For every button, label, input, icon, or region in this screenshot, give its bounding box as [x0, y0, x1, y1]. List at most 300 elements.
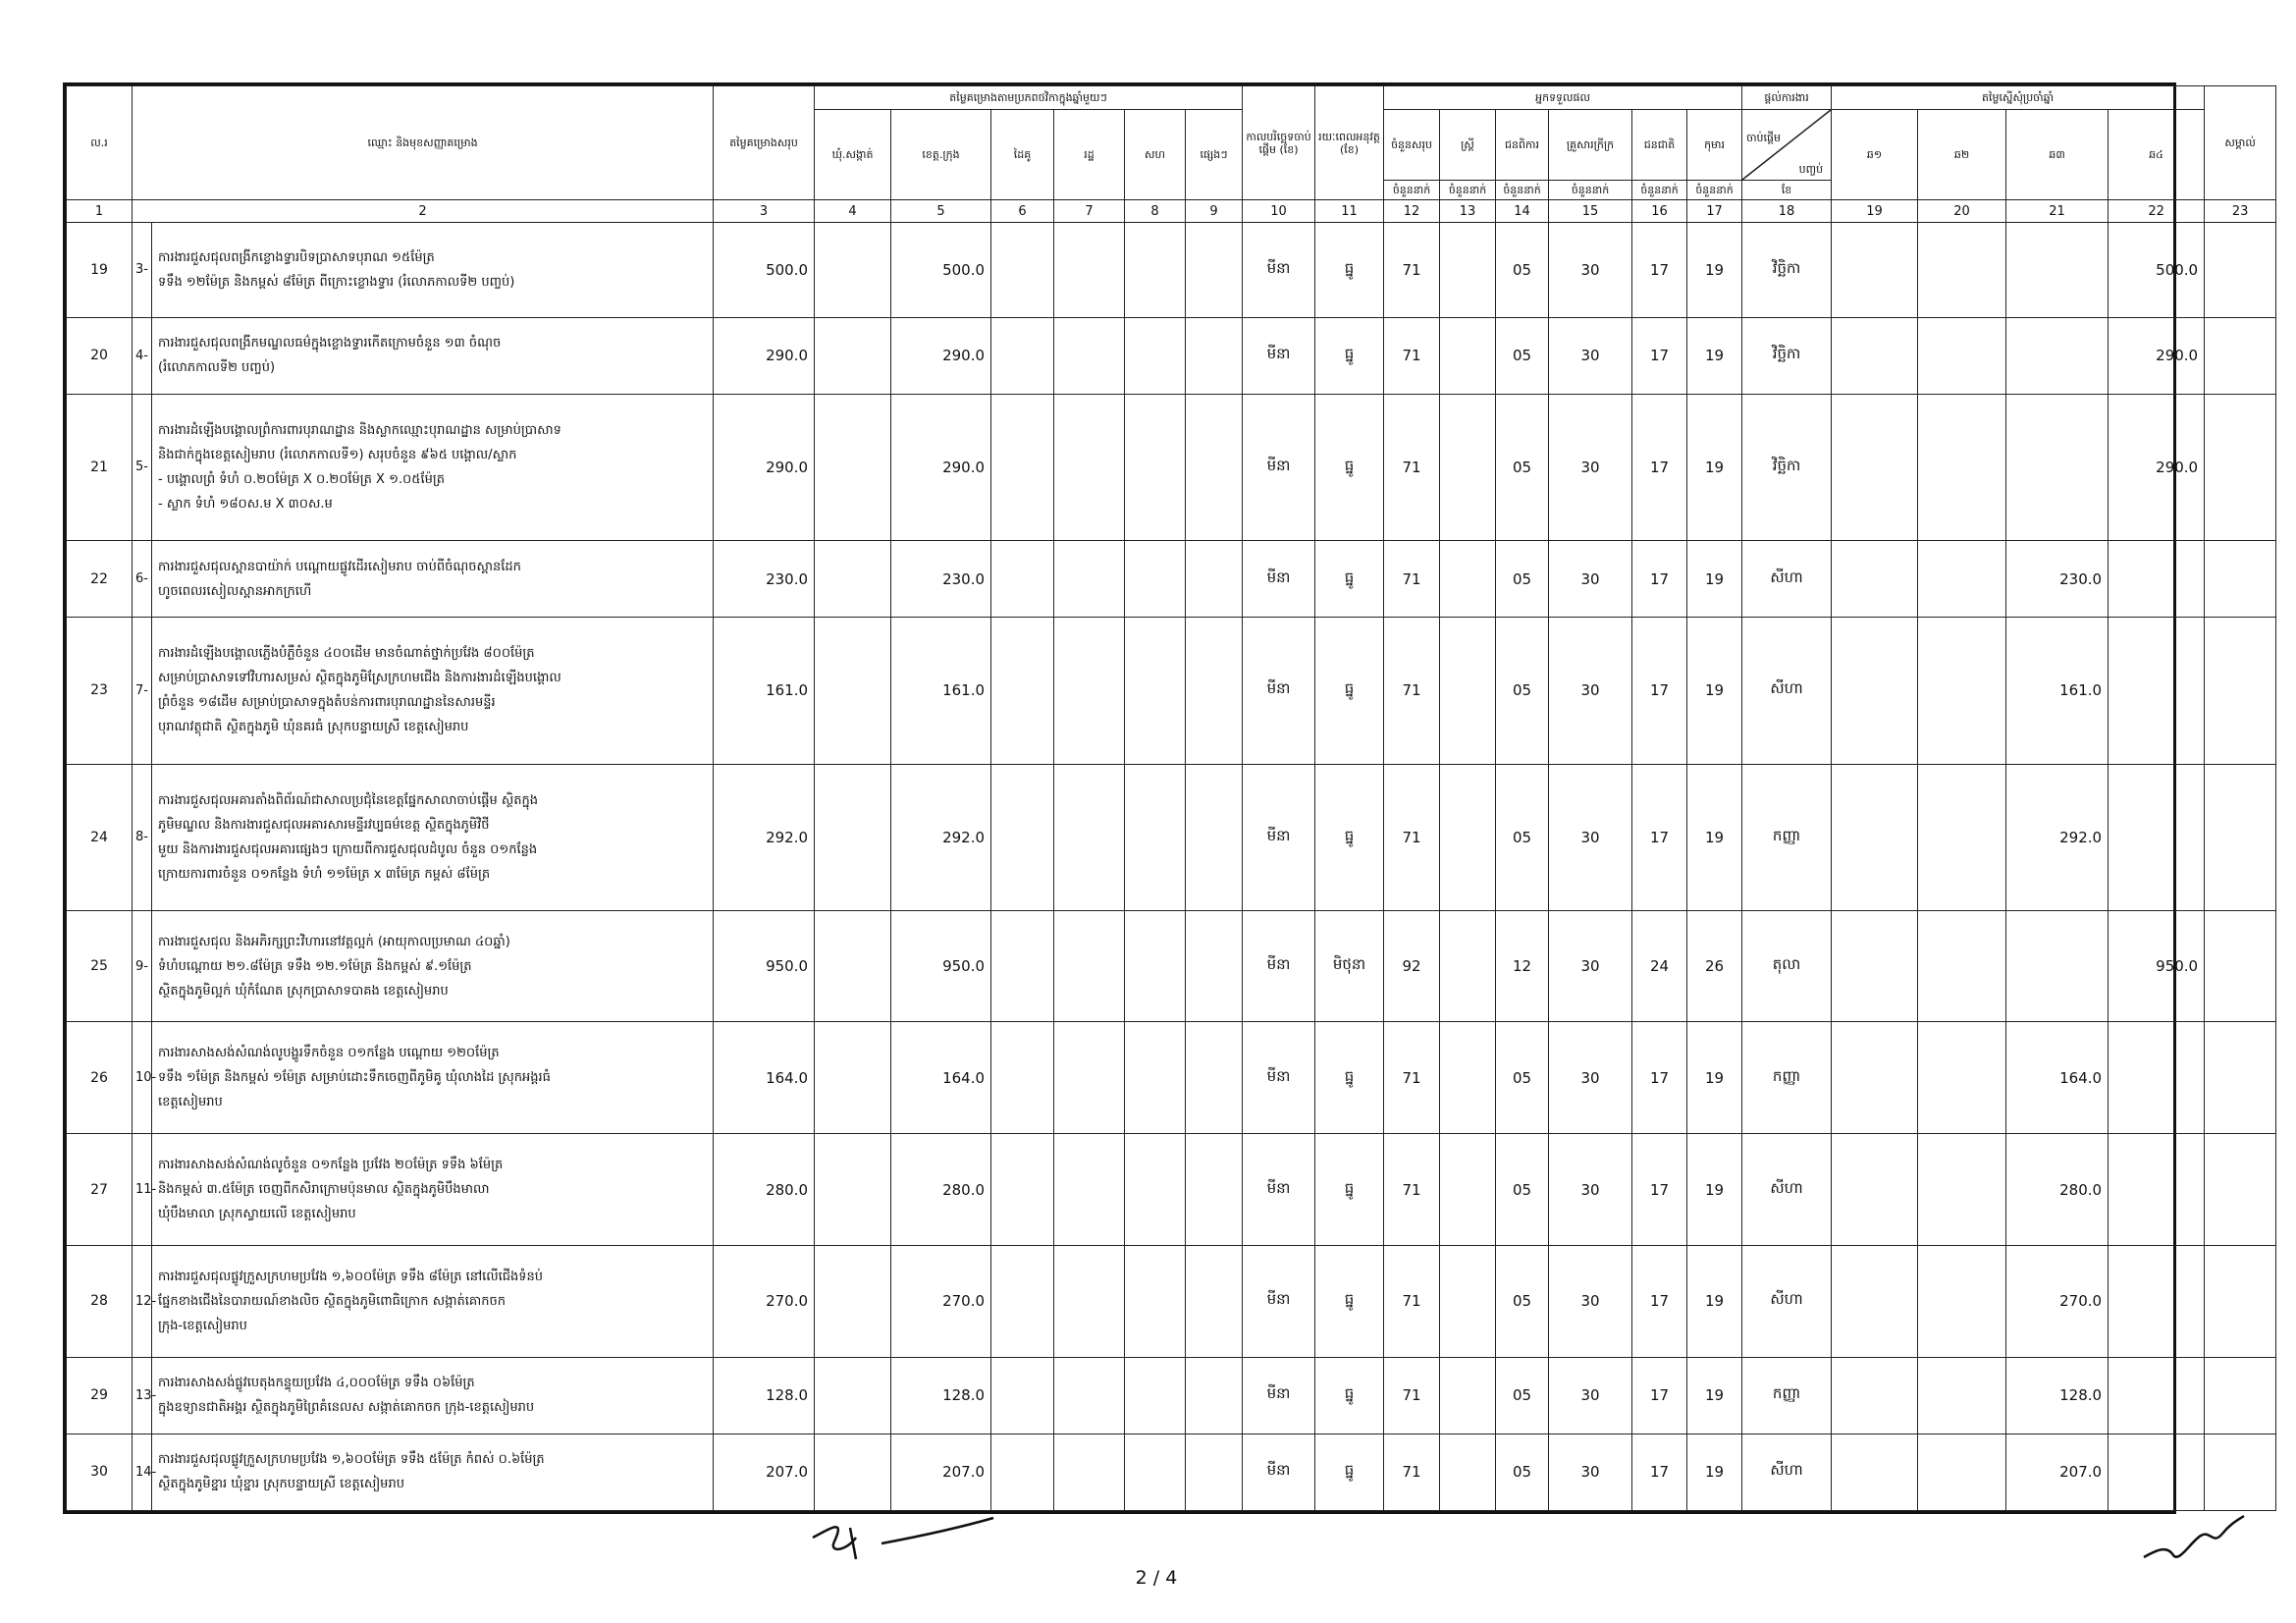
beneficiary-poor-cell: 30: [1549, 1134, 1632, 1246]
description-line: ការងារដំឡើងបង្គោលភ្លើងបំភ្លឺចំនួន ៤០០ដើម មានចំណាត់ថ្នាក់ប្រវែង ៨០០ម៉ែត្រ: [158, 646, 535, 662]
fund-other-cell: [1186, 1357, 1243, 1434]
annual-year1-cell: [1832, 1022, 1918, 1134]
row-number: 19: [67, 223, 133, 318]
end-month-cell: ធ្នូ: [1315, 394, 1384, 540]
annual-year3-cell: 207.0: [2006, 1434, 2109, 1510]
row-sub-number: 4-: [133, 317, 152, 394]
project-description: [152, 317, 714, 394]
description-line: ហូចពេលរសៀលស្ពានអាកក្រហើ: [158, 583, 312, 599]
annual-year1-cell: [1832, 1357, 1918, 1434]
beneficiary-col-header: ជនពិការ: [1496, 110, 1549, 181]
annual-year2-cell: [1918, 541, 2006, 618]
column-number: 12: [1384, 200, 1440, 223]
note-cell: [2205, 618, 2276, 764]
project-description: [152, 394, 714, 540]
annual-year4-cell: 950.0: [2109, 910, 2205, 1022]
fund-other-cell: [1186, 317, 1243, 394]
beneficiary-ethnic-cell: 17: [1632, 317, 1687, 394]
beneficiary-children-cell: 26: [1687, 910, 1742, 1022]
description-line: ឃុំបឹងមាលា ស្រុកស្វាយលើ ខេត្តសៀមរាប: [158, 1207, 356, 1221]
row-sub-number: 9-: [133, 910, 152, 1022]
beneficiary-poor-cell: 30: [1549, 1245, 1632, 1357]
annual-col-header: ឆ១: [1832, 110, 1918, 200]
delivery-month-cell: តុលា: [1742, 910, 1832, 1022]
end-month-cell: ធ្នូ: [1315, 1434, 1384, 1510]
project-description: [152, 910, 714, 1022]
fund-col-header: ដៃគូ: [991, 110, 1054, 200]
project-rows: [67, 223, 2276, 1511]
annual-col-header: ឆ៣: [2006, 110, 2109, 200]
fund-community-cell: [1125, 618, 1186, 764]
beneficiary-disabled-cell: 05: [1496, 1134, 1549, 1246]
column-number: 4: [815, 200, 891, 223]
description-line: ទទឹង ១២ម៉ែត្រ និងកម្ពស់ ៨ម៉ែត្រ ពីក្រោះខ្លោងទ្វារ (រំលោភកាលទី២ បញ្ចប់): [158, 274, 515, 290]
beneficiary-ethnic-cell: 17: [1632, 1434, 1687, 1510]
column-number: 21: [2006, 200, 2109, 223]
beneficiary-ethnic-cell: 17: [1632, 1357, 1687, 1434]
beneficiary-disabled-cell: 05: [1496, 1357, 1549, 1434]
beneficiary-disabled-cell: 05: [1496, 317, 1549, 394]
beneficiary-ethnic-cell: 17: [1632, 618, 1687, 764]
delivery-month-cell: សីហា: [1742, 1245, 1832, 1357]
column-number: 2: [133, 200, 714, 223]
end-month-cell: ធ្នូ: [1315, 223, 1384, 318]
row-sub-number: 14-: [133, 1434, 152, 1510]
beneficiary-disabled-cell: 05: [1496, 394, 1549, 540]
beneficiary-total-cell: 71: [1384, 618, 1440, 764]
row-sub-number: 11-: [133, 1134, 152, 1246]
beneficiary-ethnic-cell: 17: [1632, 541, 1687, 618]
fund-other-cell: [1186, 541, 1243, 618]
beneficiary-poor-cell: 30: [1549, 1022, 1632, 1134]
annual-year1-cell: [1832, 1134, 1918, 1246]
description-line: ការងារដំឡើងបង្គោលព្រំការពារបុរាណដ្ឋាន និងស្លាកឈ្មោះបុរាណដ្ឋាន សម្រាប់ប្រាសាទ: [158, 422, 561, 438]
annual-year2-cell: [1918, 1245, 2006, 1357]
description-line: និងជាក់ក្នុងខេត្តសៀមរាប (រំលោភកាលទី១) សរុបចំនួន ៩៦៥ បង្គោល/ស្លាក: [158, 447, 517, 462]
annual-year1-cell: [1832, 223, 1918, 318]
beneficiary-women-cell: [1440, 910, 1496, 1022]
fund-other-cell: [1186, 618, 1243, 764]
start-month-cell: មីនា: [1243, 764, 1315, 910]
description-line: ទទឹង ១ម៉ែត្រ និងកម្ពស់ ១ម៉ែត្រ សម្រាប់ដោះទឹកចេញពីភូមិគូ ឃុំលាងដៃ ស្រុកអង្គរធំ: [158, 1070, 551, 1086]
end-month-cell: ធ្នូ: [1315, 317, 1384, 394]
description-line: ក្នុងឧទ្យានជាតិអង្គរ ស្ថិតក្នុងភូមិព្រៃគំនេលស សង្កាត់គោកចក ក្រុង-ខេត្តសៀមរាប: [158, 1400, 535, 1416]
unit-label: ចំនួននាក់: [1549, 181, 1632, 200]
row-sub-number: 12-: [133, 1245, 152, 1357]
annual-year3-cell: 292.0: [2006, 764, 2109, 910]
table-row: [67, 618, 2276, 764]
fund-partner-cell: [991, 394, 1054, 540]
fund-province-cell: 207.0: [891, 1434, 991, 1510]
row-number: 21: [67, 394, 133, 540]
fund-col-header: រដ្ឋ: [1054, 110, 1125, 200]
delivery-end-label: បញ្ចប់: [1798, 163, 1824, 176]
beneficiary-children-cell: 19: [1687, 1022, 1742, 1134]
beneficiary-disabled-cell: 05: [1496, 764, 1549, 910]
project-table: [66, 85, 2276, 1511]
start-month-cell: មីនា: [1243, 317, 1315, 394]
annual-group-header: តម្លៃស្នើសុំប្រចាំឆ្នាំ: [1832, 86, 2205, 110]
beneficiary-women-cell: [1440, 394, 1496, 540]
beneficiary-col-header: ស្ត្រី: [1440, 110, 1496, 181]
note-cell: [2205, 1357, 2276, 1434]
fund-community-cell: [1125, 541, 1186, 618]
fund-commune-cell: [815, 764, 891, 910]
fund-community-cell: [1125, 1434, 1186, 1510]
annual-year4-cell: [2109, 618, 2205, 764]
end-month-cell: ធ្នូ: [1315, 1134, 1384, 1246]
row-sub-number: 3-: [133, 223, 152, 318]
annual-year2-cell: [1918, 1134, 2006, 1246]
annual-year2-cell: [1918, 764, 2006, 910]
beneficiary-children-cell: 19: [1687, 223, 1742, 318]
fund-partner-cell: [991, 1434, 1054, 1510]
row-number: 26: [67, 1022, 133, 1134]
row-sub-number: 6-: [133, 541, 152, 618]
beneficiary-ethnic-cell: 17: [1632, 1022, 1687, 1134]
fund-state-cell: [1054, 1022, 1125, 1134]
beneficiary-disabled-cell: 05: [1496, 541, 1549, 618]
annual-year3-cell: 270.0: [2006, 1245, 2109, 1357]
annual-year3-cell: 128.0: [2006, 1357, 2109, 1434]
end-month-cell: ធ្នូ: [1315, 1022, 1384, 1134]
unit-label: ចំនួននាក់: [1440, 181, 1496, 200]
annual-year1-cell: [1832, 394, 1918, 540]
description-line: ព្រំចំនួន ១៨ដើម សម្រាប់ប្រាសាទក្នុងតំបន់ការពារបុរាណដ្ឋាននៃសារមន្ទីរ: [158, 695, 496, 711]
beneficiary-women-cell: [1440, 1434, 1496, 1510]
end-month-cell: ធ្នូ: [1315, 1357, 1384, 1434]
row-number: 23: [67, 618, 133, 764]
fund-partner-cell: [991, 764, 1054, 910]
column-number: 18: [1742, 200, 1832, 223]
description-line: ខេត្តសៀមរាប: [158, 1095, 223, 1110]
beneficiary-poor-cell: 30: [1549, 618, 1632, 764]
annual-year1-cell: [1832, 764, 1918, 910]
fund-state-cell: [1054, 541, 1125, 618]
beneficiary-total-cell: 71: [1384, 541, 1440, 618]
row-number: 28: [67, 1245, 133, 1357]
start-month-cell: មីនា: [1243, 1357, 1315, 1434]
annual-year2-cell: [1918, 910, 2006, 1022]
beneficiary-children-cell: 19: [1687, 541, 1742, 618]
column-number: 23: [2205, 200, 2276, 223]
column-number: 17: [1687, 200, 1742, 223]
total-cost-cell: 290.0: [714, 317, 815, 394]
beneficiary-ethnic-cell: 17: [1632, 764, 1687, 910]
column-number: 20: [1918, 200, 2006, 223]
beneficiary-disabled-cell: 05: [1496, 1022, 1549, 1134]
fund-state-cell: [1054, 910, 1125, 1022]
column-number: 3: [714, 200, 815, 223]
column-number: 9: [1186, 200, 1243, 223]
delivery-month-cell: សីហា: [1742, 541, 1832, 618]
annual-year3-cell: [2006, 317, 2109, 394]
col-start-header: កាលបរិច្ឆេទចាប់ផ្តើម (ខែ): [1243, 86, 1315, 200]
description-line: ការងារសាងសង់ផ្លូវបេតុងកន្ទុយប្រវែង ៤,០០០ម៉ែត្រ ទទឹង ០៦ម៉ែត្រ: [158, 1376, 475, 1391]
fund-partner-cell: [991, 1134, 1054, 1246]
fund-state-cell: [1054, 317, 1125, 394]
row-number: 25: [67, 910, 133, 1022]
annual-year4-cell: [2109, 541, 2205, 618]
total-cost-cell: 164.0: [714, 1022, 815, 1134]
col-duration-header: រយៈពេលអនុវត្ត (ខែ): [1315, 86, 1384, 200]
description-line: ក្រោយការពារចំនួន ០១កន្លែង ទំហំ ១១ម៉ែត្រ x ៣ម៉ែត្រ កម្ពស់ ៨ម៉ែត្រ: [158, 866, 491, 882]
beneficiary-women-cell: [1440, 317, 1496, 394]
beneficiary-total-cell: 71: [1384, 394, 1440, 540]
col-total-header: តម្លៃគម្រោងសរុប: [714, 86, 815, 200]
fund-community-cell: [1125, 1022, 1186, 1134]
annual-year4-cell: 500.0: [2109, 223, 2205, 318]
column-number: 8: [1125, 200, 1186, 223]
fund-community-cell: [1125, 317, 1186, 394]
unit-label: ចំនួននាក់: [1496, 181, 1549, 200]
note-cell: [2205, 1134, 2276, 1246]
page-number: 2 / 4: [1135, 1567, 1178, 1589]
fund-partner-cell: [991, 1357, 1054, 1434]
row-number: 29: [67, 1357, 133, 1434]
total-cost-cell: 161.0: [714, 618, 815, 764]
fund-other-cell: [1186, 394, 1243, 540]
fund-state-cell: [1054, 394, 1125, 540]
beneficiary-women-cell: [1440, 1022, 1496, 1134]
description-line: ការងារជួសជុលផ្លូវក្រួសក្រហមប្រវែង ១,៦០០ម៉ែត្រ ទទឹង ៥ម៉ែត្រ កំពស់ ០.៦ម៉ែត្រ: [158, 1452, 545, 1468]
annual-year2-cell: [1918, 317, 2006, 394]
fund-state-cell: [1054, 223, 1125, 318]
table-row: [67, 1357, 2276, 1434]
fund-commune-cell: [815, 1245, 891, 1357]
start-month-cell: មីនា: [1243, 618, 1315, 764]
beneficiary-women-cell: [1440, 541, 1496, 618]
fund-commune-cell: [815, 317, 891, 394]
annual-year4-cell: [2109, 1434, 2205, 1510]
total-cost-cell: 950.0: [714, 910, 815, 1022]
delivery-month-cell: កញ្ញា: [1742, 1357, 1832, 1434]
fund-commune-cell: [815, 1434, 891, 1510]
fund-col-header: សហ: [1125, 110, 1186, 200]
fund-other-cell: [1186, 1134, 1243, 1246]
beneficiary-group-header: អ្នកទទួលផល: [1384, 86, 1742, 110]
unit-label: ចំនួននាក់: [1632, 181, 1687, 200]
description-line: ការងារជួសជុល និងអភិរក្សព្រះវិហារនៅវត្តល្អក់ (អាយុកាលប្រមាណ ៤០ឆ្នាំ): [158, 934, 510, 949]
fund-community-cell: [1125, 1245, 1186, 1357]
beneficiary-disabled-cell: 05: [1496, 223, 1549, 318]
annual-year4-cell: 290.0: [2109, 394, 2205, 540]
fund-community-cell: [1125, 394, 1186, 540]
beneficiary-women-cell: [1440, 1357, 1496, 1434]
row-number: 20: [67, 317, 133, 394]
project-description: [152, 541, 714, 618]
annual-year1-cell: [1832, 910, 1918, 1022]
beneficiary-women-cell: [1440, 1245, 1496, 1357]
table-row: [67, 1022, 2276, 1134]
delivery-month-cell: កញ្ញា: [1742, 1022, 1832, 1134]
beneficiary-ethnic-cell: 17: [1632, 394, 1687, 540]
table-row: [67, 1434, 2276, 1510]
start-month-cell: មីនា: [1243, 541, 1315, 618]
annual-year4-cell: [2109, 1134, 2205, 1246]
total-cost-cell: 290.0: [714, 394, 815, 540]
column-number: 16: [1632, 200, 1687, 223]
fund-state-cell: [1054, 1245, 1125, 1357]
description-line: ស្ថិតក្នុងភូមិល្អក់ ឃុំកំណែត ស្រុកប្រាសាទបាគង ខេត្តសៀមរាប: [158, 983, 449, 999]
description-line: ស្ថិតក្នុងភូមិខ្នារ ឃុំខ្នារ ស្រុកបន្ទាយស្រី ខេត្តសៀមរាប: [158, 1477, 404, 1492]
beneficiary-poor-cell: 30: [1549, 223, 1632, 318]
delivery-month-cell: វិច្ឆិកា: [1742, 223, 1832, 318]
fund-other-cell: [1186, 223, 1243, 318]
beneficiary-ethnic-cell: 17: [1632, 223, 1687, 318]
project-description: [152, 1022, 714, 1134]
beneficiary-children-cell: 19: [1687, 394, 1742, 540]
table-row: [67, 223, 2276, 318]
project-description: [152, 618, 714, 764]
start-month-cell: មីនា: [1243, 1022, 1315, 1134]
note-cell: [2205, 1022, 2276, 1134]
beneficiary-children-cell: 19: [1687, 317, 1742, 394]
column-number: 11: [1315, 200, 1384, 223]
fund-partner-cell: [991, 910, 1054, 1022]
beneficiary-total-cell: 71: [1384, 1022, 1440, 1134]
beneficiary-children-cell: 19: [1687, 1434, 1742, 1510]
fund-province-cell: 950.0: [891, 910, 991, 1022]
row-sub-number: 8-: [133, 764, 152, 910]
beneficiary-poor-cell: 30: [1549, 541, 1632, 618]
fund-state-cell: [1054, 618, 1125, 764]
annual-year2-cell: [1918, 394, 2006, 540]
fund-commune-cell: [815, 394, 891, 540]
row-number: 24: [67, 764, 133, 910]
fund-commune-cell: [815, 618, 891, 764]
end-month-cell: មិថុនា: [1315, 910, 1384, 1022]
fund-col-header: ផ្សេងៗ: [1186, 110, 1243, 200]
table-row: [67, 541, 2276, 618]
description-line: ភូមិមណ្ឌល និងការងារជួសជុលអគារសារមន្ទីរវប្បធម៌ខេត្ត ស្ថិតក្នុងភូមិវិថី: [158, 817, 490, 833]
annual-year3-cell: 161.0: [2006, 618, 2109, 764]
annual-col-header: ឆ៤: [2109, 110, 2205, 200]
fund-other-cell: [1186, 910, 1243, 1022]
start-month-cell: មីនា: [1243, 1245, 1315, 1357]
annual-year3-cell: [2006, 910, 2109, 1022]
annual-year4-cell: 290.0: [2109, 317, 2205, 394]
note-cell: [2205, 317, 2276, 394]
beneficiary-children-cell: 19: [1687, 1245, 1742, 1357]
annual-year2-cell: [1918, 618, 2006, 764]
note-cell: [2205, 764, 2276, 910]
description-line: ការងារជួសជុលពង្រីកខ្លោងទ្វារបិទប្រាសាទបុរាណ ១៥ម៉ែត្រ: [158, 249, 435, 265]
row-number: 27: [67, 1134, 133, 1246]
end-month-cell: ធ្នូ: [1315, 1245, 1384, 1357]
delivery-diagonal-header: [1742, 110, 1832, 181]
beneficiary-total-cell: 71: [1384, 1245, 1440, 1357]
description-line: - បង្គោលព្រំ ទំហំ ០.២០ម៉ែត្រ X ០.២០ម៉ែត្រ X ១.០៥ម៉ែត្រ: [158, 471, 445, 487]
beneficiary-total-cell: 71: [1384, 1134, 1440, 1246]
description-line: - ស្លាក ទំហំ ១៨០ស.ម X ៣០ស.ម: [158, 496, 333, 512]
beneficiary-children-cell: 19: [1687, 764, 1742, 910]
annual-year2-cell: [1918, 223, 2006, 318]
unit-label: ចំនួននាក់: [1384, 181, 1440, 200]
beneficiary-children-cell: 19: [1687, 618, 1742, 764]
annual-year1-cell: [1832, 618, 1918, 764]
fund-commune-cell: [815, 223, 891, 318]
fund-commune-cell: [815, 1134, 891, 1246]
annual-year2-cell: [1918, 1434, 2006, 1510]
start-month-cell: មីនា: [1243, 1434, 1315, 1510]
end-month-cell: ធ្នូ: [1315, 541, 1384, 618]
description-line: ការងារជួសជុលពង្រីកមណ្ឌលធម៌ក្នុងខ្លោងទ្វារកើតក្រោមចំនួន ១៣ ចំណុច: [158, 336, 502, 352]
note-cell: [2205, 223, 2276, 318]
description-line: បុរាណវត្ថុជាតិ ស្ថិតក្នុងភូមិ ឃុំនគរធំ ស្រុកបន្ទាយស្រី ខេត្តសៀមរាប: [158, 720, 469, 735]
header-row-1: [67, 86, 2276, 110]
beneficiary-col-header: គ្រួសារក្រីក្រ: [1549, 110, 1632, 181]
column-number: 13: [1440, 200, 1496, 223]
table-row: [67, 1245, 2276, 1357]
beneficiary-poor-cell: 30: [1549, 317, 1632, 394]
beneficiary-poor-cell: 30: [1549, 910, 1632, 1022]
beneficiary-total-cell: 71: [1384, 317, 1440, 394]
fund-partner-cell: [991, 618, 1054, 764]
description-line: ការងារសាងសង់សំណង់លូចំនួន ០១កន្លែង ប្រវែង ២០ម៉ែត្រ ទទឹង ៦ម៉ែត្រ: [158, 1158, 504, 1172]
beneficiary-ethnic-cell: 24: [1632, 910, 1687, 1022]
delivery-month-cell: សីហា: [1742, 1434, 1832, 1510]
project-description: [152, 1134, 714, 1246]
annual-year1-cell: [1832, 1434, 1918, 1510]
delivery-month-cell: សីហា: [1742, 1134, 1832, 1246]
column-number: 14: [1496, 200, 1549, 223]
beneficiary-col-header: ជនជាតិ: [1632, 110, 1687, 181]
fund-partner-cell: [991, 223, 1054, 318]
delivery-start-label: ចាប់ផ្តើម: [1746, 132, 1781, 144]
start-month-cell: មីនា: [1243, 223, 1315, 318]
note-cell: [2205, 394, 2276, 540]
total-cost-cell: 128.0: [714, 1357, 815, 1434]
delivery-group-header: ផ្តល់ការងារ: [1742, 86, 1832, 110]
beneficiary-col-header: ចំនួនសរុប: [1384, 110, 1440, 181]
col-name-header: ឈ្មោះ និងមុខសញ្ញាគម្រោង: [133, 86, 714, 200]
fund-province-cell: 128.0: [891, 1357, 991, 1434]
row-sub-number: 5-: [133, 394, 152, 540]
beneficiary-disabled-cell: 12: [1496, 910, 1549, 1022]
fund-commune-cell: [815, 541, 891, 618]
column-number: 22: [2109, 200, 2205, 223]
beneficiary-women-cell: [1440, 1134, 1496, 1246]
beneficiary-total-cell: 71: [1384, 1357, 1440, 1434]
annual-year4-cell: [2109, 1245, 2205, 1357]
description-line: ការងារជួសជុលស្ពានបាយ៉ាក់ បណ្តោយផ្លូវដើរសៀមរាប ចាប់ពីចំណុចស្ពានដែក: [158, 559, 521, 574]
table-row: [67, 317, 2276, 394]
annual-year4-cell: [2109, 1022, 2205, 1134]
beneficiary-children-cell: 19: [1687, 1357, 1742, 1434]
fund-source-group-header: តម្លៃគម្រោងតាមប្រភពថវិកាក្នុងឆ្នាំមួយៗ: [815, 86, 1243, 110]
unit-label: ចំនួននាក់: [1687, 181, 1742, 200]
annual-year3-cell: 280.0: [2006, 1134, 2109, 1246]
fund-partner-cell: [991, 541, 1054, 618]
signature-mark-right: [2140, 1512, 2248, 1571]
col-note-header: សម្គាល់: [2205, 86, 2276, 200]
annual-year2-cell: [1918, 1022, 2006, 1134]
beneficiary-col-header: កុមារ: [1687, 110, 1742, 181]
beneficiary-women-cell: [1440, 618, 1496, 764]
annual-year1-cell: [1832, 541, 1918, 618]
table-row: [67, 394, 2276, 540]
annual-year3-cell: 164.0: [2006, 1022, 2109, 1134]
project-description: [152, 764, 714, 910]
end-month-cell: ធ្នូ: [1315, 618, 1384, 764]
annual-year3-cell: [2006, 223, 2109, 318]
fund-community-cell: [1125, 223, 1186, 318]
beneficiary-total-cell: 71: [1384, 1434, 1440, 1510]
annual-year4-cell: [2109, 1357, 2205, 1434]
description-line: ផ្នែកខាងជើងនៃបារាយណ៍ខាងលិច ស្ថិតក្នុងភូមិពោធិក្រោក សង្កាត់គោកចក: [158, 1293, 506, 1309]
description-line: (រំលោភកាលទី២ បញ្ចប់): [158, 360, 276, 376]
